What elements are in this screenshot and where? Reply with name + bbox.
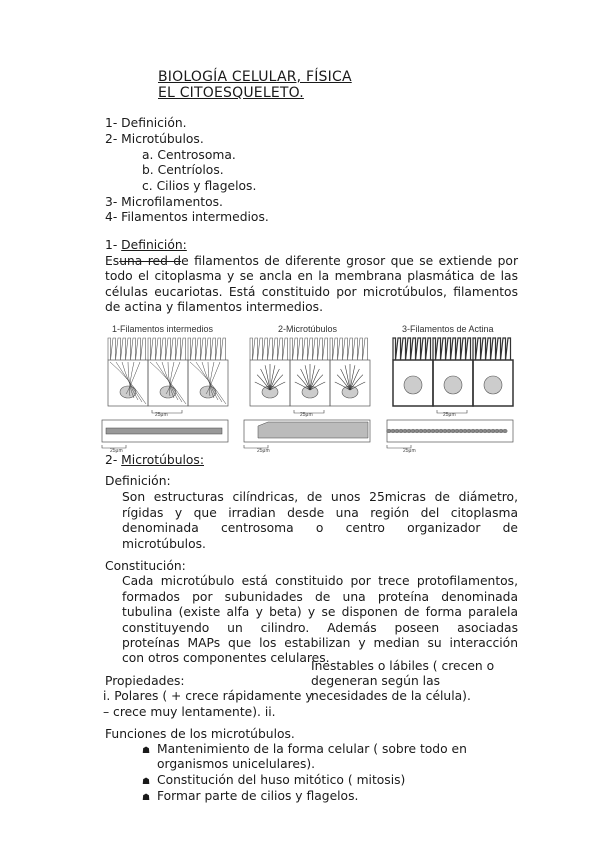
section-number: 1- [105, 238, 122, 252]
definicion-label: Definición: [105, 474, 171, 488]
actin-monomer [467, 429, 471, 433]
microtubule [297, 375, 310, 390]
actin-monomer [479, 429, 483, 433]
actin-monomer [459, 429, 463, 433]
actin-monomer [427, 429, 431, 433]
paragraph-line: constituyendo un cilindro. Además poseen asociadas [122, 621, 518, 635]
actin-monomer [411, 429, 415, 433]
index-item: 3- Microfilamentos. [105, 195, 223, 209]
constitucion-label: Constitución: [105, 559, 186, 573]
microvilli [148, 338, 186, 360]
actin-monomer [463, 429, 467, 433]
actin-monomer [455, 429, 459, 433]
scale-label: 25μm [155, 412, 168, 418]
scale-label: 25μm [257, 448, 270, 454]
actin-monomer [439, 429, 443, 433]
paragraph-line: células eucariotas. Está constituido por microtúbulos, filamentos [105, 285, 518, 299]
scale-label: 25μm [300, 412, 313, 418]
function-item-continued: organismos unicelulares). [157, 757, 316, 771]
panel-label: 1-Filamentos intermedios [112, 324, 214, 334]
bullet-icon: ☗ [142, 777, 151, 787]
property-line: – crece muy lentamente). ii. [103, 705, 276, 719]
actin-monomer [395, 429, 399, 433]
index-subitem: b. Centríolos. [142, 163, 224, 177]
paragraph-line: todo el citoplasma y se ancla en la membrana plasmática de las [105, 269, 518, 283]
propiedades-label: Propiedades: [105, 674, 185, 688]
panel-label: 3-Filamentos de Actina [402, 324, 494, 334]
actin-monomer [431, 429, 435, 433]
paragraph-line: Son estructuras cilíndricas, de unos 25micras de diámetro, [122, 490, 518, 504]
microvilli [188, 338, 226, 360]
actin-monomer [391, 429, 395, 433]
paragraph-line: denominada centrosoma o centro organizador de [122, 521, 518, 535]
actin-monomer [399, 429, 403, 433]
microvilli [473, 338, 511, 360]
actin-monomer [423, 429, 427, 433]
text-fragment: e filamentos de diferente grosor que se extiende por [181, 254, 519, 268]
panel-microtubules [278, 324, 338, 334]
property-note: necesidades de la célula). [311, 689, 471, 703]
index-item: 4- Filamentos intermedios. [105, 210, 269, 224]
index-item: 1- Definición. [105, 116, 187, 130]
microtubule [270, 375, 283, 390]
microvilli [330, 338, 368, 360]
document-title-line1: BIOLOGÍA CELULAR, FÍSICA [158, 69, 352, 85]
index-subitem: c. Cilios y flagelos. [142, 179, 257, 193]
microtubule [350, 375, 363, 390]
paragraph-line: Cada microtúbulo está constituido por trece protofilamentos, [122, 574, 518, 588]
actin-monomer [415, 429, 419, 433]
scale-label: 25μm [110, 448, 123, 454]
struck-text: una red d [119, 254, 182, 268]
function-text: Formar parte de cilios y flagelos. [157, 789, 359, 803]
section-number: 2- [105, 453, 122, 467]
panel-label: 2-Microtúbulos [278, 324, 338, 334]
function-text: Constitución del huso mitótico ( mitosis) [157, 773, 406, 787]
section2-heading [105, 453, 204, 469]
actin-monomer [435, 429, 439, 433]
scale-label: 25μm [443, 412, 456, 418]
microvilli [393, 338, 431, 360]
paragraph-line: formados por subunidades de una proteína denominada [122, 590, 518, 604]
microtubule [257, 375, 270, 390]
section-title: Definición: [121, 238, 187, 252]
function-text: Mantenimiento de la forma celular ( sobre todo en [157, 742, 467, 756]
bullet-icon: ☗ [142, 793, 151, 803]
funciones-label: Funciones de los microtúbulos. [105, 727, 295, 741]
filament [106, 428, 222, 434]
property-line: i. Polares ( + crece rápidamente y [103, 689, 313, 703]
actin-monomer [443, 429, 447, 433]
actin-monomer [475, 429, 479, 433]
paragraph-line: proteínas MAPs que los estabilizan y median su interacción [122, 636, 518, 650]
section1-heading [105, 238, 187, 254]
paragraph-line: tubulina (existe alfa y beta) y se disponen de forma paralela [122, 605, 518, 619]
panel-intermediate-filaments [112, 324, 214, 334]
nucleus [444, 376, 462, 394]
function-item [142, 789, 358, 807]
index-item: 2- Microtúbulos. [105, 132, 204, 146]
paragraph-line: rígidas y que irradian desde una región del citoplasma [122, 506, 518, 520]
text-fragment: Es [105, 254, 120, 268]
paragraph-line: de actina y filamentos intermedios. [105, 300, 323, 314]
actin-monomer [487, 429, 491, 433]
actin-monomer [403, 429, 407, 433]
function-item [142, 773, 405, 791]
section-title: Microtúbulos: [121, 453, 204, 467]
microvilli [250, 338, 288, 360]
actin-monomer [471, 429, 475, 433]
microtubule [310, 375, 323, 390]
actin-monomer [495, 429, 499, 433]
actin-monomer [419, 429, 423, 433]
cytoskeleton-figure [100, 322, 520, 454]
actin-monomer [483, 429, 487, 433]
actin-monomer [387, 429, 391, 433]
nucleus [404, 376, 422, 394]
actin-monomer [503, 429, 507, 433]
scale-label: 25μm [403, 448, 416, 454]
microvilli [290, 338, 328, 360]
microtubule-lattice [258, 422, 368, 438]
actin-monomer [499, 429, 503, 433]
microvilli [108, 338, 146, 360]
paragraph-line [105, 254, 518, 270]
document-title-line2: EL CITOESQUELETO. [158, 85, 304, 101]
actin-monomer [491, 429, 495, 433]
bullet-icon: ☗ [142, 746, 151, 756]
property-note: Inestables o lábiles ( crecen o [311, 659, 495, 673]
microtubule [337, 375, 350, 390]
actin-monomer [447, 429, 451, 433]
actin-monomer [407, 429, 411, 433]
actin-monomer [451, 429, 455, 433]
microvilli [433, 338, 471, 360]
paragraph-line: con otros componentes celulares. [122, 651, 330, 665]
property-note: degeneran según las [311, 674, 441, 688]
index-subitem: a. Centrosoma. [142, 148, 236, 162]
panel-actin [402, 324, 494, 334]
paragraph-line: microtúbulos. [122, 537, 206, 551]
nucleus [484, 376, 502, 394]
